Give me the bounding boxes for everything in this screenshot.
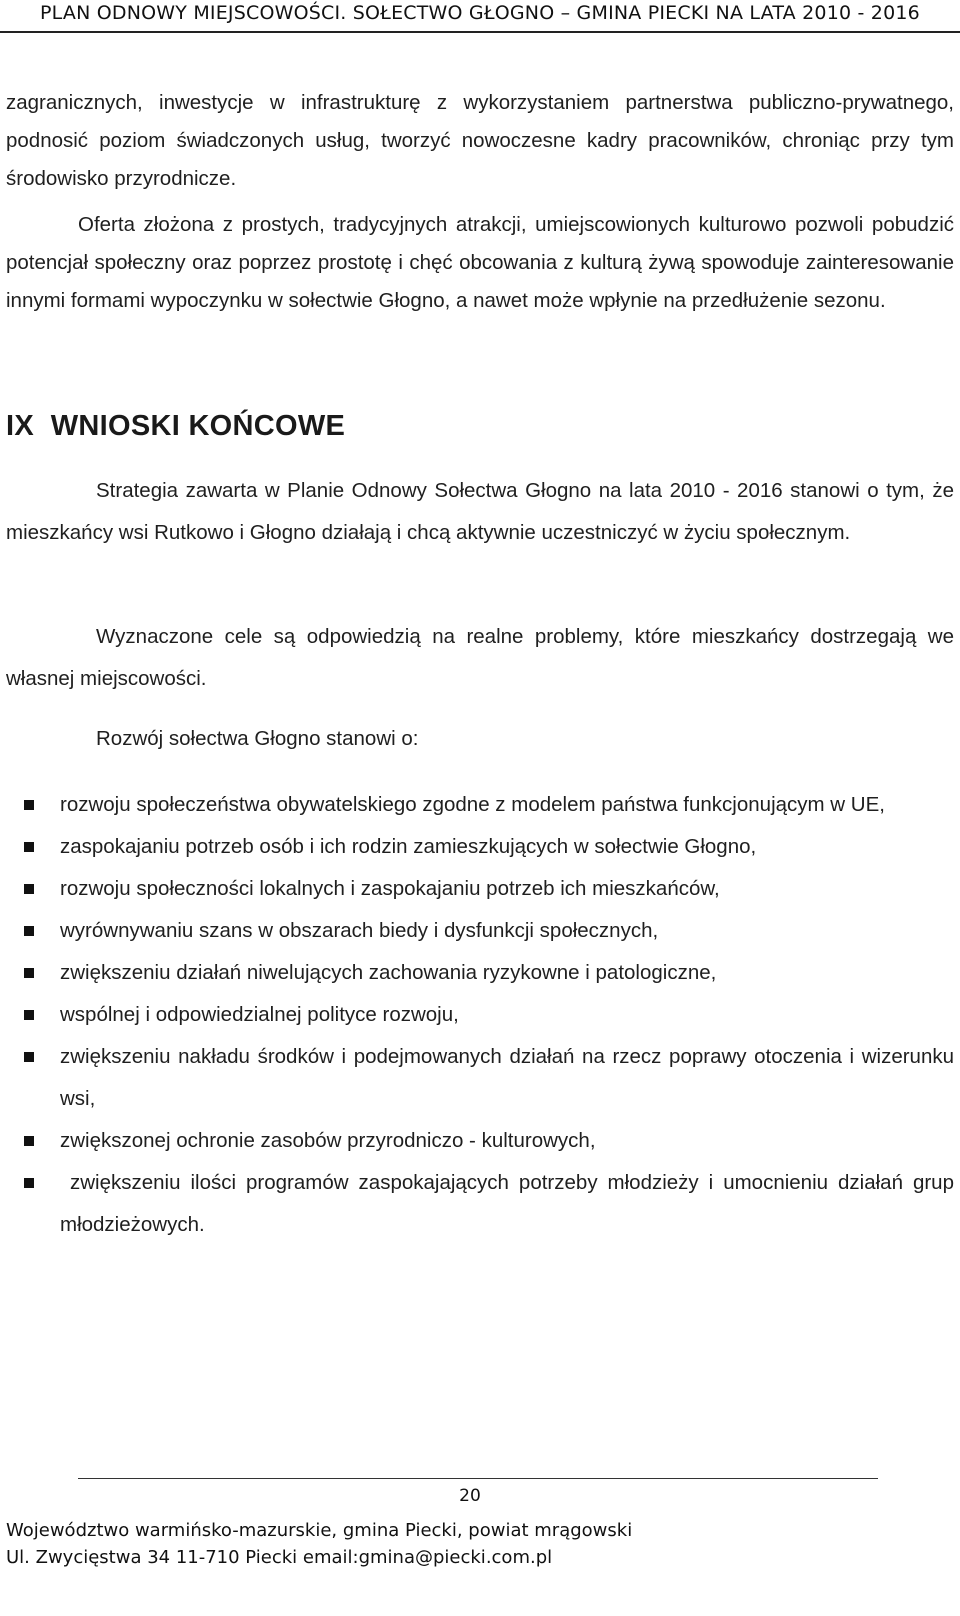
paragraph-goals: [6, 616, 954, 700]
list-item: [6, 1162, 960, 1246]
paragraph-continuation: [6, 84, 954, 198]
footer-address-region: Województwo warmińsko-mazurskie, gmina Piecki, powiat mrągowski: [6, 1520, 633, 1541]
list-item-text: zwiększeniu działań niwelujących zachowania ryzykowne i patologiczne,: [60, 961, 717, 984]
list-item: [6, 784, 954, 826]
list-item: [6, 1036, 954, 1120]
paragraph-continuation-text: zagranicznych, inwestycje w infrastrukturę z wykorzystaniem partnerstwa publiczno-prywatnego, podnosić poziom świadczonych usług, tworzyć nowoczesne kadry pracowników, chroniąc przy tym środowisko przyrodnicze.: [6, 91, 954, 190]
bullet-square-icon: [24, 1052, 34, 1062]
bullet-square-icon: [24, 842, 34, 852]
section-heading-text: IX WNIOSKI KOŃCOWE: [6, 410, 346, 442]
development-list: [6, 784, 960, 1246]
page-number: 20: [459, 1486, 481, 1506]
paragraph-development-intro: [6, 718, 954, 760]
bullet-square-icon: [24, 926, 34, 936]
paragraph-strategy-text: Strategia zawarta w Planie Odnowy Sołectwa Głogno na lata 2010 - 2016 stanowi o tym, że mieszkańcy wsi Rutkowo i Głogno działają i chcą aktywnie uczestniczyć w życiu społecznym.: [6, 479, 954, 544]
header-title: PLAN ODNOWY MIEJSCOWOŚCI. SOŁECTWO GŁOGNO – GMINA PIECKI NA LATA 2010 - 2016: [40, 2, 920, 24]
footer-address-contact: Ul. Zwycięstwa 34 11-710 Piecki email:gmina@piecki.com.pl: [6, 1547, 553, 1568]
paragraph-development-intro-text: Rozwój sołectwa Głogno stanowi o:: [96, 727, 419, 750]
list-item: [6, 826, 954, 868]
list-item-text: zwiększonej ochronie zasobów przyrodniczo - kulturowych,: [60, 1129, 596, 1152]
list-item: [6, 952, 954, 994]
list-item-text: wyrównywaniu szans w obszarach biedy i dysfunkcji społecznych,: [60, 919, 659, 942]
list-item-text: zwiększeniu nakładu środków i podejmowanych działań na rzecz poprawy otoczenia i wizerunku wsi,: [60, 1045, 954, 1110]
footer-divider: [78, 1478, 878, 1479]
list-item: [6, 994, 954, 1036]
list-item: [6, 910, 954, 952]
list-item-text: zaspokajaniu potrzeb osób i ich rodzin zamieszkujących w sołectwie Głogno,: [60, 835, 757, 858]
list-item-text: wspólnej i odpowiedzialnej polityce rozwoju,: [60, 1003, 459, 1026]
bullet-square-icon: [24, 884, 34, 894]
bullet-square-icon: [24, 968, 34, 978]
paragraph-offer-text: Oferta złożona z prostych, tradycyjnych atrakcji, umiejscowionych kulturowo pozwoli pobudzić potencjał społeczny oraz poprzez prostotę i chęć obcowania z kulturą żywą spowoduje zainteresowanie innymi formami wypoczynku w sołectwie Głogno, a nawet może wpłynie na przedłużenie sezonu.: [6, 213, 954, 312]
bullet-square-icon: [24, 1136, 34, 1146]
list-item-text: rozwoju społeczności lokalnych i zaspokajaniu potrzeb ich mieszkańców,: [60, 877, 720, 900]
bullet-square-icon: [24, 800, 34, 810]
list-item-text: zwiększeniu ilości programów zaspokajających potrzeby młodzieży i umocnieniu działań grup młodzieżowych.: [60, 1171, 960, 1236]
paragraph-strategy: [6, 470, 954, 554]
list-item: [6, 1120, 954, 1162]
paragraph-goals-text: Wyznaczone cele są odpowiedzią na realne problemy, które mieszkańcy dostrzegają we własnej miejscowości.: [6, 625, 954, 690]
list-item: [6, 868, 954, 910]
paragraph-offer: [6, 206, 954, 320]
section-heading: [6, 410, 345, 443]
page-header: [0, 0, 960, 56]
header-divider: [0, 31, 960, 33]
bullet-square-icon: [24, 1010, 34, 1020]
list-item-text: rozwoju społeczeństwa obywatelskiego zgodne z modelem państwa funkcjonującym w UE,: [60, 793, 885, 816]
bullet-square-icon: [24, 1178, 34, 1188]
